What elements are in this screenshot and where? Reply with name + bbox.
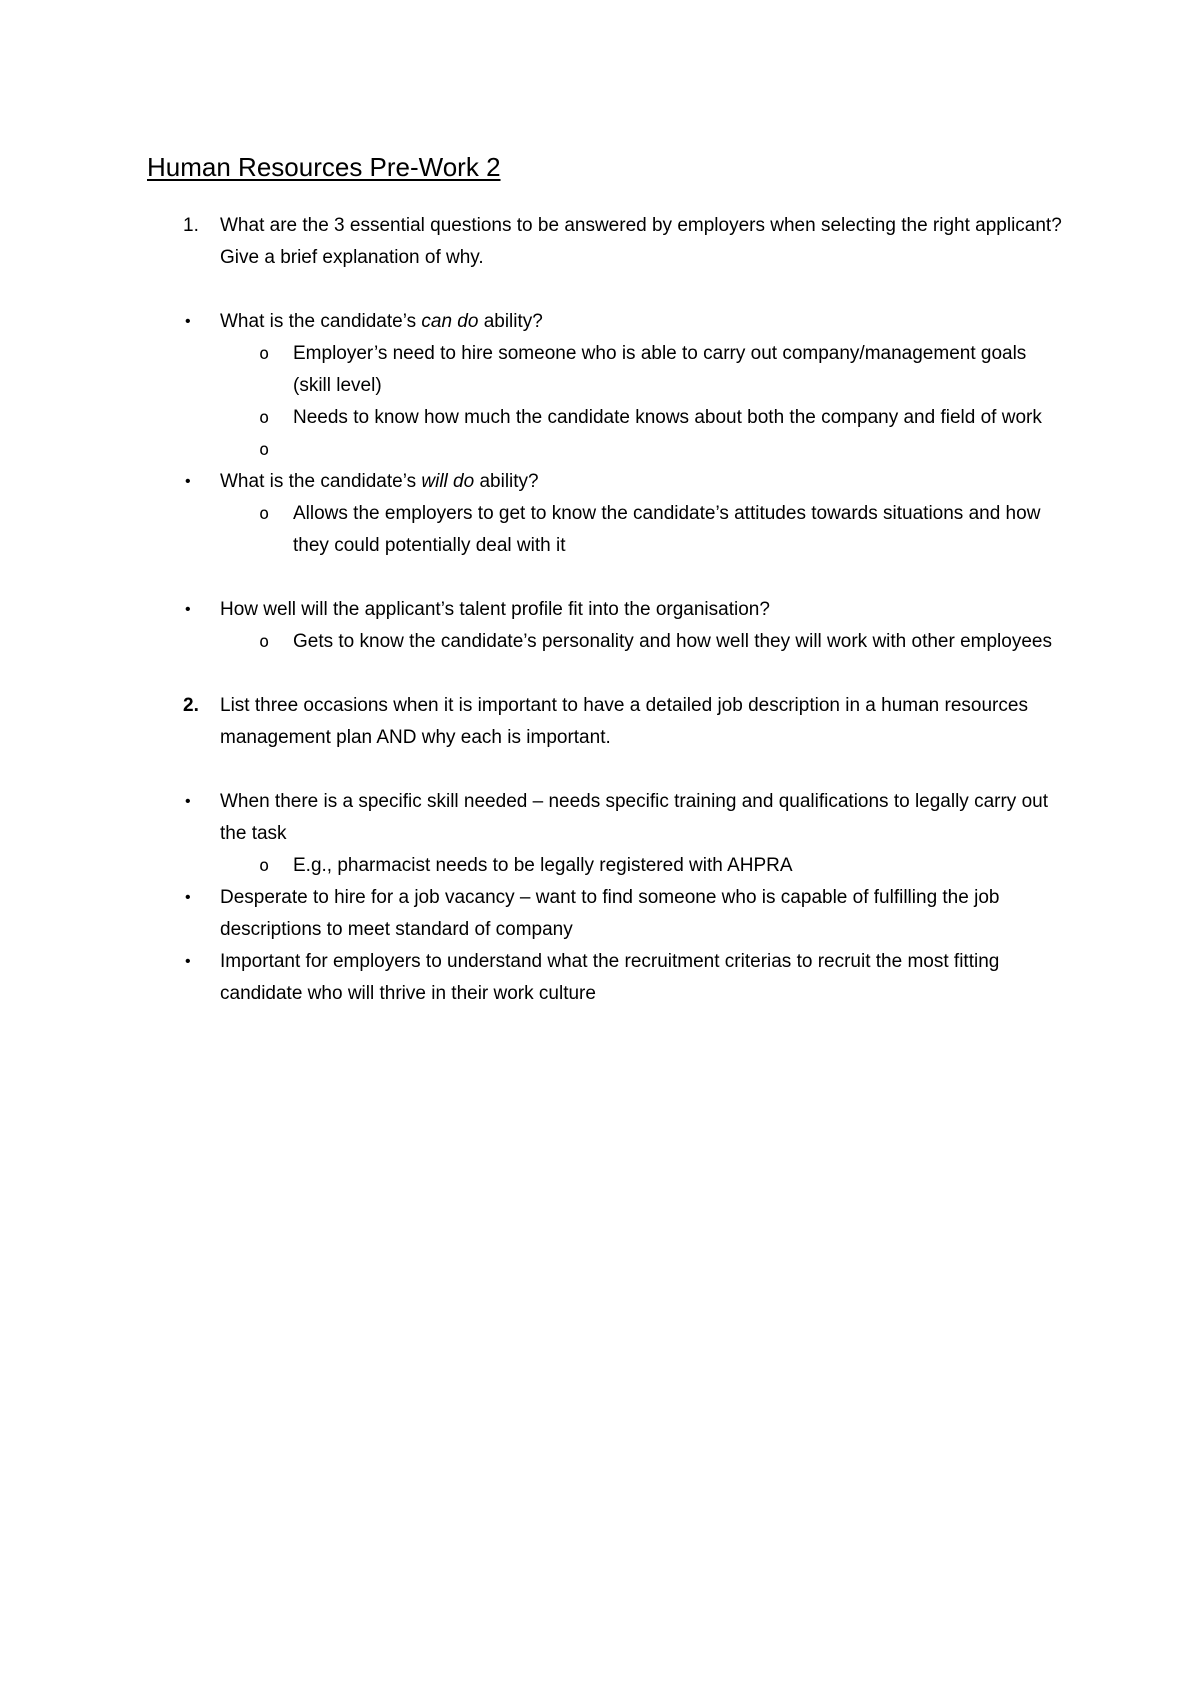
bullet-dot: •	[185, 793, 191, 810]
sub-bullet-item	[147, 402, 1067, 434]
spacer	[147, 562, 1067, 594]
sub-bullet-text: Gets to know the candidate’s personality and how well they will work with other employees	[293, 631, 1052, 652]
bullet-text: Desperate to hire for a job vacancy – want to find someone who is capable of fulfilling the job descriptions to meet standard of company	[220, 887, 1000, 940]
bullet-emphasis: will do	[421, 471, 475, 492]
sub-bullet-marker: o	[259, 504, 270, 524]
question-text: List three occasions when it is important to have a detailed job description in a human resources management plan AND why each is important.	[220, 695, 1028, 748]
question-number: 1.	[183, 215, 199, 236]
sub-bullet-item-empty	[147, 434, 1067, 466]
bullet-text-after: ability?	[474, 471, 539, 492]
sub-bullet-marker: o	[259, 856, 270, 876]
bullet-text-before: What is the candidate’s	[220, 471, 422, 492]
spacer	[147, 754, 1067, 786]
bullet-emphasis: can do	[421, 311, 479, 332]
question-1	[147, 210, 1067, 274]
sub-bullet-marker: o	[259, 408, 270, 428]
bullet-dot: •	[185, 313, 191, 330]
bullet-text-after: ability?	[478, 311, 543, 332]
bullet-item	[147, 594, 1067, 626]
document-title: Human Resources Pre-Work 2	[147, 152, 501, 182]
bullet-dot: •	[185, 601, 191, 618]
sub-bullet-marker: o	[259, 440, 270, 460]
sub-bullet-item	[147, 338, 1067, 402]
bullet-item	[147, 786, 1067, 850]
sub-bullet-text: Employer’s need to hire someone who is able to carry out company/management goals (skill level)	[293, 343, 1027, 396]
sub-bullet-item	[147, 850, 1067, 882]
bullet-dot: •	[185, 473, 191, 490]
sub-bullet-marker: o	[259, 632, 270, 652]
bullet-item	[147, 466, 1067, 498]
question-number: 2.	[183, 695, 199, 716]
bullet-text: When there is a specific skill needed – needs specific training and qualifications to legally carry out the task	[220, 791, 1049, 844]
bullet-text: How well will the applicant’s talent profile fit into the organisation?	[220, 599, 770, 620]
spacer	[147, 274, 1067, 306]
bullet-dot: •	[185, 953, 191, 970]
bullet-dot: •	[185, 889, 191, 906]
bullet-item	[147, 946, 1067, 1010]
bullet-item	[147, 306, 1067, 338]
question-text: What are the 3 essential questions to be answered by employers when selecting the right applicant? Give a brief explanation of why.	[220, 215, 1062, 268]
sub-bullet-item	[147, 498, 1067, 562]
bullet-text-before: What is the candidate’s	[220, 311, 422, 332]
sub-bullet-text: E.g., pharmacist needs to be legally registered with AHPRA	[293, 855, 793, 876]
document-body	[147, 150, 1067, 1010]
spacer	[147, 658, 1067, 690]
sub-bullet-item	[147, 626, 1067, 658]
bullet-item	[147, 882, 1067, 946]
question-2	[147, 690, 1067, 754]
sub-bullet-text: Needs to know how much the candidate knows about both the company and field of work	[293, 407, 1042, 428]
sub-bullet-text: Allows the employers to get to know the candidate’s attitudes towards situations and how they could potentially deal with it	[293, 503, 1041, 556]
sub-bullet-marker: o	[259, 344, 270, 364]
bullet-text: Important for employers to understand what the recruitment criterias to recruit the most fitting candidate who will thrive in their work culture	[220, 951, 1000, 1004]
